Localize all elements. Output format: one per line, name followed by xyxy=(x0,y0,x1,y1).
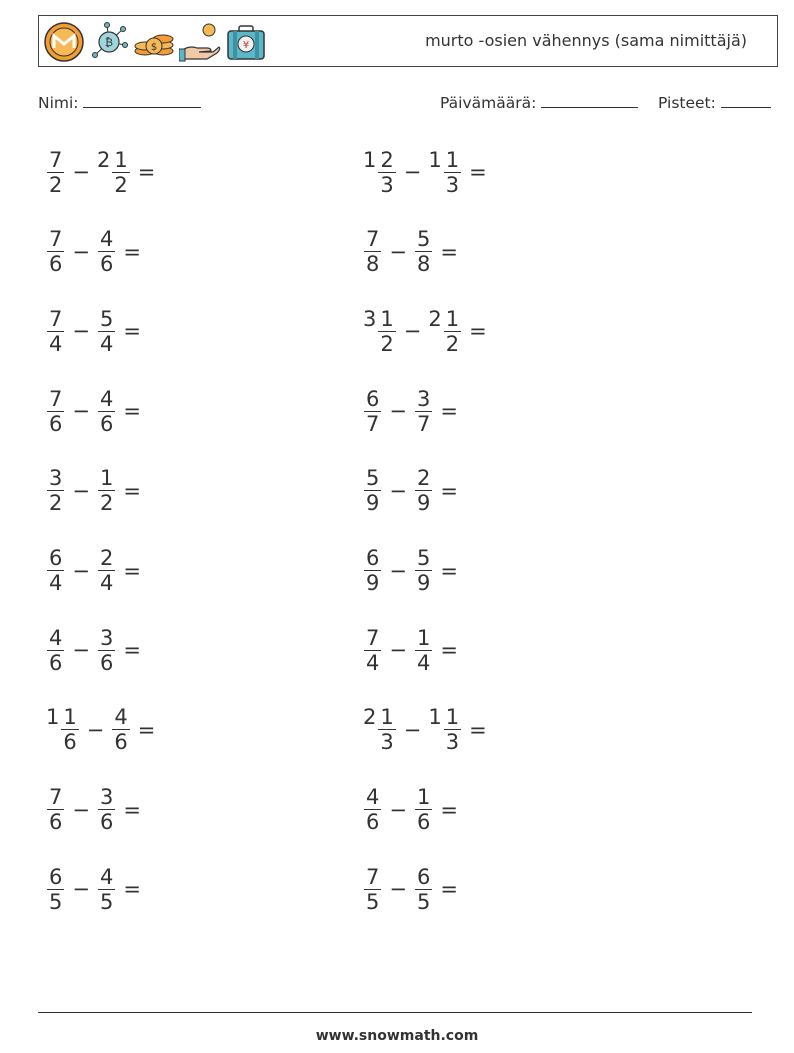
minuend-numerator: 7 xyxy=(49,227,63,252)
problem-item xyxy=(363,700,487,760)
subtrahend-numerator: 4 xyxy=(114,705,128,730)
subtrahend-fraction xyxy=(444,705,461,754)
minuend-fraction xyxy=(364,466,381,515)
problem-item xyxy=(46,541,141,601)
subtrahend-number xyxy=(97,865,116,914)
subtrahend-fraction xyxy=(98,626,115,675)
minus-sign: − xyxy=(72,160,90,184)
minuend-numerator: 6 xyxy=(366,546,380,570)
problem-item xyxy=(363,381,458,441)
equals-sign: = xyxy=(469,160,487,184)
minuend-fraction xyxy=(47,546,64,595)
minuend-denominator: 6 xyxy=(49,810,63,835)
subtrahend-numerator: 5 xyxy=(416,546,431,570)
minuend-denominator: 5 xyxy=(49,889,63,914)
minuend-numerator: 3 xyxy=(49,466,63,491)
minuend-denominator: 6 xyxy=(49,252,63,277)
minuend-number xyxy=(46,546,65,595)
minuend-fraction xyxy=(47,148,64,197)
subtrahend-denominator: 4 xyxy=(99,331,114,356)
footer-url: www.snowmath.com xyxy=(315,1028,479,1044)
subtrahend-fraction xyxy=(415,785,432,834)
minuend-denominator: 8 xyxy=(366,252,380,277)
problem-item xyxy=(363,461,458,521)
minus-sign: − xyxy=(389,478,407,503)
subtrahend-denominator: 5 xyxy=(99,889,114,914)
minuend-number xyxy=(363,466,382,515)
minuend-denominator: 7 xyxy=(366,411,380,436)
subtrahend-fraction xyxy=(112,148,129,197)
problem-item xyxy=(46,461,141,521)
minuend-numerator: 1 xyxy=(380,306,394,331)
subtrahend-number xyxy=(428,705,462,754)
subtrahend-denominator: 6 xyxy=(99,810,114,835)
subtrahend-number xyxy=(414,466,433,515)
equals-sign: = xyxy=(137,160,156,184)
subtrahend-fraction xyxy=(98,387,115,436)
minuend-denominator: 6 xyxy=(49,411,63,436)
subtrahend-numerator: 6 xyxy=(416,864,431,889)
minuend-numerator: 6 xyxy=(49,546,63,570)
date-line xyxy=(541,93,638,108)
header-icons xyxy=(43,21,267,63)
problem-item xyxy=(46,222,141,282)
subtrahend-number xyxy=(414,387,433,436)
subtrahend-numerator: 3 xyxy=(99,625,114,650)
subtrahend-number xyxy=(414,227,433,276)
minuend-fraction xyxy=(378,307,395,356)
minuend-number xyxy=(363,307,397,356)
problem-item xyxy=(46,142,155,202)
minuend-numerator: 7 xyxy=(49,785,63,810)
subtrahend-fraction xyxy=(98,785,115,834)
minuend-number xyxy=(363,148,397,197)
minuend-numerator: 7 xyxy=(49,306,63,331)
minuend-denominator: 9 xyxy=(366,571,380,595)
equals-sign: = xyxy=(123,638,141,663)
equals-sign: = xyxy=(123,399,141,424)
subtrahend-fraction xyxy=(415,626,432,675)
subtrahend-numerator: 2 xyxy=(99,546,114,570)
minuend-number xyxy=(46,785,65,834)
minus-sign: − xyxy=(72,399,90,424)
subtrahend-numerator: 1 xyxy=(445,306,460,331)
equals-sign: = xyxy=(123,558,141,583)
subtrahend-fraction xyxy=(415,865,432,914)
minuend-denominator: 4 xyxy=(366,650,380,675)
subtrahend-denominator: 6 xyxy=(99,252,114,277)
equals-sign: = xyxy=(123,877,141,902)
minus-sign: − xyxy=(389,877,407,902)
svg-text:₿: ₿ xyxy=(104,36,114,49)
subtrahend-numerator: 1 xyxy=(99,466,114,491)
equals-sign: = xyxy=(469,717,487,742)
minuend-number xyxy=(363,626,382,675)
subtrahend-fraction xyxy=(98,227,115,276)
minuend-fraction xyxy=(47,785,64,834)
subtrahend-numerator: 1 xyxy=(114,147,128,172)
problem-item xyxy=(363,620,458,680)
subtrahend-numerator: 1 xyxy=(445,705,460,730)
worksheet-header xyxy=(38,15,778,67)
problem-item xyxy=(46,620,141,680)
hand-coin-icon xyxy=(179,21,221,63)
equals-sign: = xyxy=(123,478,141,503)
problem-item xyxy=(363,301,487,361)
equals-sign: = xyxy=(123,797,141,822)
equals-sign: = xyxy=(440,239,458,264)
minuend-numerator: 6 xyxy=(366,386,380,411)
subtrahend-fraction xyxy=(98,307,115,356)
minuend-number xyxy=(46,148,65,197)
minuend-denominator: 6 xyxy=(63,730,77,755)
minuend-fraction xyxy=(364,785,381,834)
minuend-number xyxy=(46,227,65,276)
minus-sign: − xyxy=(72,638,90,663)
subtrahend-denominator: 6 xyxy=(99,650,114,675)
subtrahend-numerator: 1 xyxy=(416,785,431,810)
monero-coin-icon xyxy=(43,21,85,63)
subtrahend-fraction xyxy=(444,307,461,356)
subtrahend-denominator: 3 xyxy=(445,172,460,197)
subtrahend-number xyxy=(97,785,116,834)
equals-sign: = xyxy=(469,319,487,344)
minus-sign: − xyxy=(389,239,407,264)
equals-sign: = xyxy=(123,319,141,344)
problem-item xyxy=(363,142,487,202)
equals-sign: = xyxy=(440,399,458,424)
minuend-denominator: 3 xyxy=(380,730,394,755)
minus-sign: − xyxy=(403,160,422,184)
minuend-denominator: 4 xyxy=(49,331,63,356)
minuend-number xyxy=(363,227,382,276)
minus-sign: − xyxy=(72,319,90,344)
minuend-number xyxy=(363,387,382,436)
minuend-numerator: 7 xyxy=(49,386,63,411)
name-field[interactable] xyxy=(38,93,201,112)
subtrahend-number xyxy=(428,307,462,356)
yen-suitcase-icon xyxy=(225,21,267,63)
minuend-denominator: 6 xyxy=(49,650,63,675)
subtrahend-numerator: 1 xyxy=(445,147,460,172)
minus-sign: − xyxy=(403,717,422,742)
equals-sign: = xyxy=(123,239,141,264)
minus-sign: − xyxy=(389,399,407,424)
minuend-fraction xyxy=(364,227,381,276)
svg-text:$: $ xyxy=(150,42,158,53)
minuend-numerator: 1 xyxy=(380,705,394,730)
subtrahend-denominator: 4 xyxy=(99,571,114,595)
problem-item xyxy=(363,222,458,282)
problem-item xyxy=(363,859,458,919)
minuend-number xyxy=(46,865,65,914)
subtrahend-number xyxy=(97,387,116,436)
minuend-numerator: 7 xyxy=(49,147,63,172)
minuend-numerator: 2 xyxy=(380,147,394,172)
minuend-denominator: 9 xyxy=(366,491,380,516)
subtrahend-fraction xyxy=(415,466,432,515)
minus-sign: − xyxy=(72,239,90,264)
subtrahend-fraction xyxy=(98,546,115,595)
minuend-numerator: 7 xyxy=(366,227,380,252)
minuend-fraction xyxy=(47,307,64,356)
minus-sign: − xyxy=(72,877,90,902)
subtrahend-denominator: 5 xyxy=(416,889,431,914)
problem-item xyxy=(46,381,141,441)
subtrahend-fraction xyxy=(415,227,432,276)
subtrahend-denominator: 8 xyxy=(416,252,431,277)
minuend-number xyxy=(363,705,397,754)
problem-item xyxy=(46,780,141,840)
subtrahend-whole: 2 xyxy=(96,147,111,172)
minuend-fraction xyxy=(61,705,78,754)
equals-sign: = xyxy=(440,797,458,822)
subtrahend-denominator: 9 xyxy=(416,491,431,516)
subtrahend-denominator: 4 xyxy=(416,650,431,675)
worksheet-title: murto -osien vähennys (sama nimittäjä) xyxy=(425,31,747,50)
minuend-fraction xyxy=(47,227,64,276)
minuend-whole: 1 xyxy=(363,147,377,172)
minus-sign: − xyxy=(403,319,422,344)
minuend-numerator: 1 xyxy=(63,705,77,730)
minus-sign: − xyxy=(72,797,90,822)
minuend-numerator: 5 xyxy=(366,466,380,491)
minuend-fraction xyxy=(364,626,381,675)
subtrahend-denominator: 6 xyxy=(99,411,114,436)
name-line xyxy=(83,93,201,108)
minuend-fraction xyxy=(378,148,395,197)
subtrahend-fraction xyxy=(98,865,115,914)
minuend-numerator: 4 xyxy=(366,785,380,810)
subtrahend-number xyxy=(414,865,433,914)
subtrahend-denominator: 3 xyxy=(445,730,460,755)
subtrahend-denominator: 2 xyxy=(114,172,128,197)
name-label: Nimi: xyxy=(38,94,79,112)
minuend-number xyxy=(46,387,65,436)
subtrahend-numerator: 1 xyxy=(416,625,431,650)
minuend-denominator: 2 xyxy=(49,491,63,516)
subtrahend-whole: 2 xyxy=(428,306,442,331)
subtrahend-numerator: 4 xyxy=(99,386,114,411)
subtrahend-number xyxy=(428,148,462,197)
minus-sign: − xyxy=(389,797,407,822)
minuend-fraction xyxy=(364,387,381,436)
subtrahend-denominator: 9 xyxy=(416,571,431,595)
score-label: Pisteet: xyxy=(658,94,716,112)
minuend-fraction xyxy=(47,865,64,914)
minuend-fraction xyxy=(47,387,64,436)
minuend-denominator: 4 xyxy=(49,571,63,595)
minus-sign: − xyxy=(72,478,90,503)
date-label: Päivämäärä: xyxy=(440,94,537,112)
subtrahend-number xyxy=(414,626,433,675)
subtrahend-fraction xyxy=(112,705,129,754)
problem-item xyxy=(46,859,141,919)
subtrahend-numerator: 3 xyxy=(99,785,114,810)
minuend-fraction xyxy=(47,626,64,675)
minuend-whole: 3 xyxy=(363,306,377,331)
minus-sign: − xyxy=(389,558,407,583)
minuend-whole: 1 xyxy=(46,705,60,730)
minuend-number xyxy=(363,785,382,834)
problem-item xyxy=(46,301,141,361)
date-field[interactable] xyxy=(440,93,638,112)
minuend-fraction xyxy=(47,466,64,515)
subtrahend-numerator: 5 xyxy=(99,306,114,331)
subtrahend-number xyxy=(97,626,116,675)
minus-sign: − xyxy=(72,558,90,583)
minuend-numerator: 7 xyxy=(366,625,380,650)
subtrahend-denominator: 2 xyxy=(445,331,460,356)
minuend-whole: 2 xyxy=(363,705,377,730)
equals-sign: = xyxy=(440,638,458,663)
subtrahend-numerator: 3 xyxy=(416,386,431,411)
subtrahend-numerator: 4 xyxy=(99,227,114,252)
subtrahend-denominator: 2 xyxy=(99,491,114,516)
minuend-number xyxy=(46,307,65,356)
equals-sign: = xyxy=(137,717,156,742)
subtrahend-number xyxy=(97,307,116,356)
subtrahend-whole: 1 xyxy=(428,147,442,172)
coin-stacks-icon xyxy=(133,21,175,63)
footer-divider xyxy=(38,1012,752,1013)
bitcoin-network-icon xyxy=(89,21,129,63)
problem-item xyxy=(363,780,458,840)
subtrahend-number xyxy=(97,227,116,276)
minus-sign: − xyxy=(86,717,105,742)
subtrahend-fraction xyxy=(98,466,115,515)
minuend-numerator: 7 xyxy=(366,864,380,889)
subtrahend-number xyxy=(97,148,131,197)
equals-sign: = xyxy=(440,558,458,583)
minuend-denominator: 2 xyxy=(380,331,394,356)
minuend-number xyxy=(46,705,80,754)
subtrahend-denominator: 6 xyxy=(416,810,431,835)
score-line xyxy=(721,93,771,108)
subtrahend-number xyxy=(97,546,116,595)
subtrahend-number xyxy=(414,546,433,595)
subtrahend-fraction xyxy=(415,387,432,436)
subtrahend-denominator: 6 xyxy=(114,730,128,755)
minus-sign: − xyxy=(389,638,407,663)
minuend-denominator: 6 xyxy=(366,810,380,835)
minuend-fraction xyxy=(378,705,395,754)
equals-sign: = xyxy=(440,877,458,902)
subtrahend-number xyxy=(414,785,433,834)
minuend-denominator: 2 xyxy=(49,172,63,197)
minuend-numerator: 6 xyxy=(49,864,63,889)
problem-item xyxy=(363,541,458,601)
minuend-number xyxy=(363,546,382,595)
subtrahend-fraction xyxy=(444,148,461,197)
subtrahend-denominator: 7 xyxy=(416,411,431,436)
minuend-number xyxy=(46,626,65,675)
score-field[interactable] xyxy=(658,93,771,112)
subtrahend-numerator: 5 xyxy=(416,227,431,252)
subtrahend-number xyxy=(111,705,130,754)
svg-text:¥: ¥ xyxy=(242,40,250,51)
minuend-number xyxy=(363,865,382,914)
problem-item xyxy=(46,700,155,760)
subtrahend-fraction xyxy=(415,546,432,595)
minuend-denominator: 3 xyxy=(380,172,394,197)
subtrahend-numerator: 2 xyxy=(416,466,431,491)
minuend-numerator: 4 xyxy=(49,625,63,650)
minuend-fraction xyxy=(364,865,381,914)
equals-sign: = xyxy=(440,478,458,503)
minuend-denominator: 5 xyxy=(366,889,380,914)
subtrahend-numerator: 4 xyxy=(99,864,114,889)
minuend-number xyxy=(46,466,65,515)
minuend-fraction xyxy=(364,546,381,595)
subtrahend-whole: 1 xyxy=(428,705,442,730)
subtrahend-number xyxy=(97,466,116,515)
